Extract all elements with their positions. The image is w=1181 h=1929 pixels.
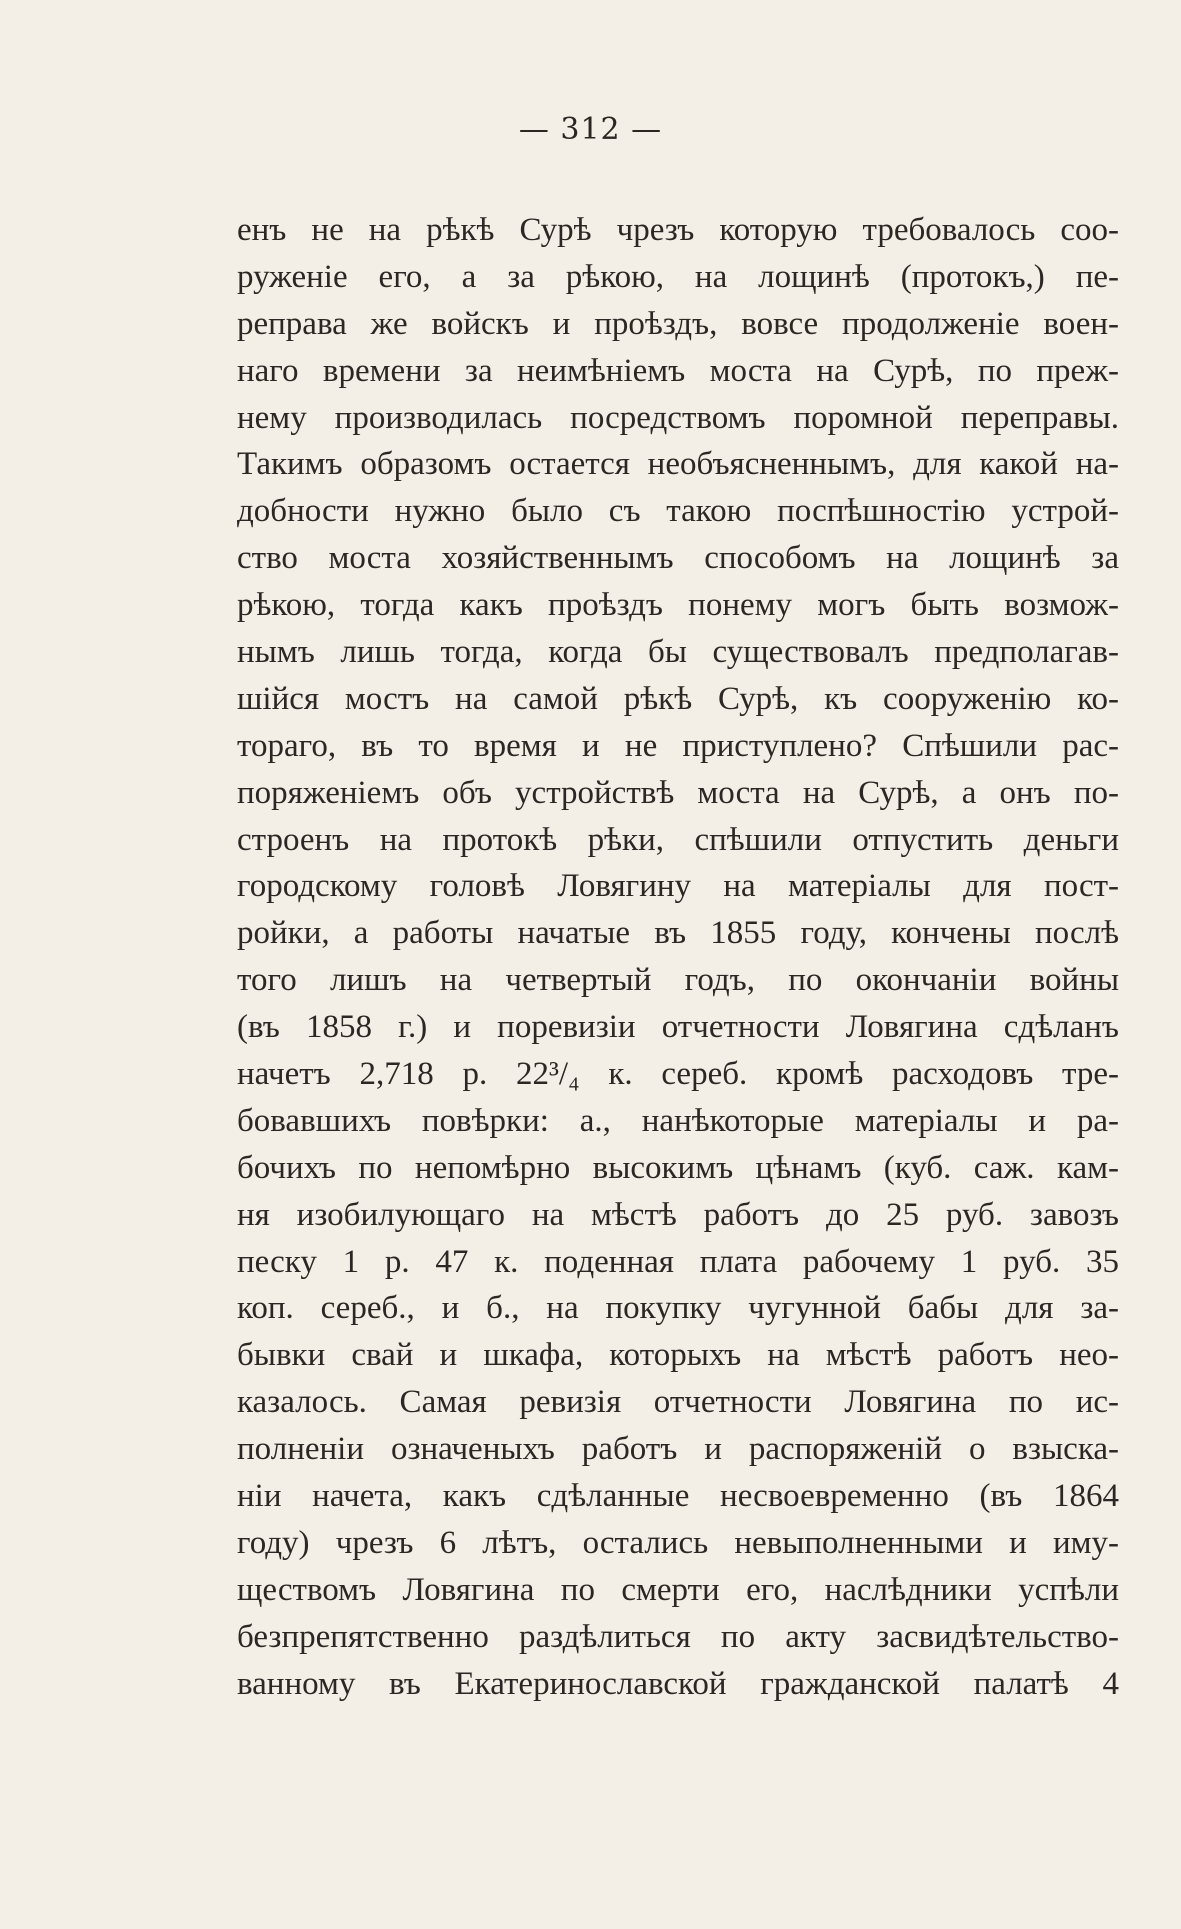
text-line: казалось. Самая ревизія отчетности Ловягина по ис- bbox=[237, 1384, 1119, 1421]
text-line: ванному въ Екатеринославской гражданской палатѣ 4 bbox=[237, 1665, 1119, 1702]
text-line: реправа же войскъ и проѣздъ, вовсе продолженіе воен- bbox=[237, 305, 1119, 342]
text-line: бывки свай и шкафа, которыхъ на мѣстѣ работъ нео- bbox=[237, 1337, 1119, 1374]
text-line: того лишъ на четвертый годъ, по окончаніи войны bbox=[237, 962, 1119, 999]
text-line: (въ 1858 г.) и поревизіи отчетности Ловягина сдѣланъ bbox=[237, 1009, 1119, 1046]
text-line: ніи начета, какъ сдѣланные несвоевременно (въ 1864 bbox=[237, 1478, 1119, 1515]
text-line: ня изобилующаго на мѣстѣ работъ до 25 руб. завозъ bbox=[237, 1196, 1119, 1233]
text-line: рѣкою, тогда какъ проѣздъ понему могъ быть возмож- bbox=[237, 587, 1119, 624]
text-line: тораго, въ то время и не приступлено? Спѣшили рас- bbox=[237, 727, 1119, 764]
text-line: строенъ на протокѣ рѣки, спѣшили отпустить деньги bbox=[237, 821, 1119, 858]
text-line: Такимъ образомъ остается необъясненнымъ, для какой на- bbox=[237, 446, 1119, 483]
text-line: нымъ лишь тогда, когда бы существовалъ предполагав- bbox=[237, 634, 1119, 671]
text-line: начетъ 2,718 р. 22³/₄ к. сереб. кромѣ расходовъ тре- bbox=[237, 1056, 1119, 1093]
text-line: руженіе его, а за рѣкою, на лощинѣ (протокъ,) пе- bbox=[237, 258, 1119, 295]
text-line: бовавшихъ повѣрки: а., нанѣкоторые матеріалы и ра- bbox=[237, 1102, 1119, 1139]
text-line: шійся мостъ на самой рѣкѣ Сурѣ, къ сооруженію ко- bbox=[237, 680, 1119, 717]
text-line: полненіи означеныхъ работъ и распоряженій о взыска- bbox=[237, 1431, 1119, 1468]
text-line: енъ не на рѣкѣ Сурѣ чрезъ которую требовалось соо- bbox=[237, 212, 1119, 248]
text-line: городскому головѣ Ловягину на матеріалы для пост- bbox=[237, 868, 1119, 905]
text-line: коп. сереб., и б., на покупку чугунной бабы для за- bbox=[237, 1290, 1119, 1327]
text-line: ществомъ Ловягина по смерти его, наслѣдники успѣли bbox=[237, 1571, 1119, 1608]
text-line: бочихъ по непомѣрно высокимъ цѣнамъ (куб. саж. кам- bbox=[237, 1149, 1119, 1186]
text-line: наго времени за неимѣніемъ моста на Сурѣ, по преж- bbox=[237, 352, 1119, 389]
body-text bbox=[237, 207, 1119, 1708]
page-number: — 312 — bbox=[518, 112, 663, 147]
text-line: безпрепятственно раздѣлиться по акту засвидѣтельство- bbox=[237, 1618, 1119, 1655]
text-line: поряженіемъ объ устройствѣ моста на Сурѣ, а онъ по- bbox=[237, 774, 1119, 811]
text-line: добности нужно было съ такою поспѣшностію устрой- bbox=[237, 493, 1119, 530]
text-line: нему производилась посредствомъ поромной переправы. bbox=[237, 399, 1119, 436]
text-line: песку 1 р. 47 к. поденная плата рабочему 1 руб. 35 bbox=[237, 1243, 1119, 1280]
text-line: году) чрезъ 6 лѣтъ, остались невыполненными и иму- bbox=[237, 1524, 1119, 1561]
text-line: ство моста хозяйственнымъ способомъ на лощинѣ за bbox=[237, 540, 1119, 577]
text-line: ройки, а работы начатые въ 1855 году, кончены послѣ bbox=[237, 915, 1119, 952]
